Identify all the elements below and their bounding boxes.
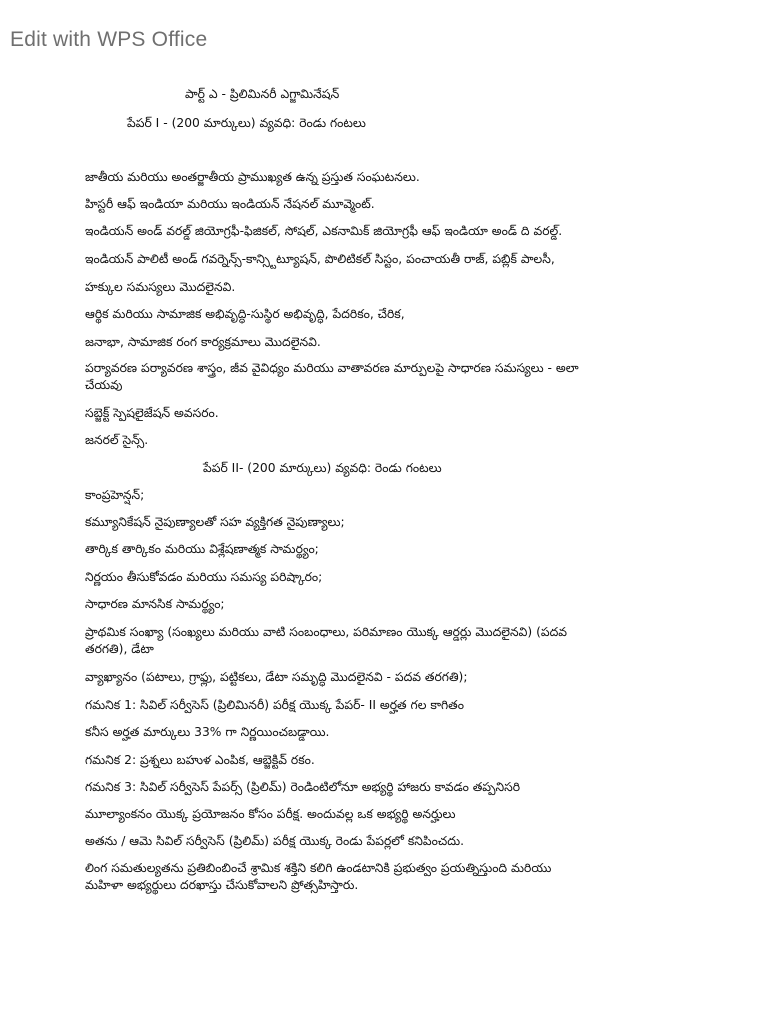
note-2: గమనిక 2: ప్రశ్నలు బహుళ ఎంపిక, ఆబ్జెక్టివ్ రకం. [85, 753, 315, 767]
paper-1-topic: ఇండియన్ పాలిటీ అండ్ గవర్నెన్స్-కాన్స్టిట్యూషన్, పొలిటికల్ సిస్టం, పంచాయతీ రాజ్, పబ్లిక్ పాలసీ, [85, 252, 555, 266]
paper-2-topic: కాంప్రహెన్షన్; [85, 488, 145, 502]
paper-2-topic: నిర్ణయం తీసుకోవడం మరియు సమస్య పరిష్కారం; [85, 570, 323, 584]
paper-2-topic: కమ్యూనికేషన్ నైపుణ్యాలతో సహ వ్యక్తిగత నైపుణ్యాలు; [85, 515, 345, 529]
paper-1-topic: జనరల్ సైన్స్. [85, 433, 149, 447]
paper-1-topic: హిస్టరీ ఆఫ్ ఇండియా మరియు ఇండియన్ నేషనల్ మూవ్మెంట్. [85, 197, 375, 211]
paper-1-heading: పేపర్ I - (200 మార్కులు) వ్యవధి: రెండు గంటలు [127, 116, 366, 130]
paper-1-topic: సబ్జెక్ట్ స్పెషలైజేషన్ అవసరం. [85, 406, 219, 420]
gender-balance-note: లింగ సమతుల్యతను ప్రతిబింబించే శ్రామిక శక్తిని కలిగి ఉండటానికి ప్రభుత్వం ప్రయత్నిస్తుంది మరియు మహిళా అభ్యర్థులు దరఖాస్తు చేసుకోవాలని ప్రోత్సహిస్తారు. [85, 861, 552, 892]
document-title: పార్ట్ ఎ - ప్రిలిమినరీ ఎగ్జామినేషన్ [185, 87, 340, 101]
paper-2-topic: వ్యాఖ్యానం (పటాలు, గ్రాఫ్లు, పట్టికలు, డేటా సమృద్ధి మొదలైనవి - పదవ తరగతి); [85, 670, 468, 684]
note-1-continued: కనీస అర్హత మార్కులు 33% గా నిర్ణయించబడ్డాయి. [85, 725, 330, 739]
paper-2-topic: తార్కిక తార్కికం మరియు విశ్లేషణాత్మక సామర్థ్యం; [85, 542, 319, 556]
paper-2-heading: పేపర్ II- (200 మార్కులు) వ్యవధి: రెండు గంటలు [203, 461, 442, 475]
note-3-continued: మూల్యాంకనం యొక్క ప్రయోజనం కోసం పరీక్ష. అందువల్ల ఒక అభ్యర్థి అనర్హులు [85, 807, 456, 821]
wps-watermark: Edit with WPS Office [10, 28, 208, 51]
paper-2-topic: సాధారణ మానసిక సామర్థ్యం; [85, 597, 225, 611]
paper-1-topic: ఇండియన్ అండ్ వరల్డ్ జియోగ్రఫీ-ఫిజికల్, సోషల్, ఎకనామిక్ జియోగ్రఫీ ఆఫ్ ఇండియా అండ్ ది వరల్డ్. [85, 224, 563, 238]
paper-1-topic: జాతీయ మరియు అంతర్జాతీయ ప్రాముఖ్యత ఉన్న ప్రస్తుత సంఘటనలు. [85, 170, 420, 184]
paper-1-topic: పర్యావరణ పర్యావరణ శాస్త్రం, జీవ వైవిధ్యం మరియు వాతావరణ మార్పులపై సాధారణ సమస్యలు - అలా చేయవు [85, 361, 579, 392]
note-3: గమనిక 3: సివిల్ సర్వీసెస్ పేపర్స్ (ప్రిలిమ్) రెండింటిలోనూ అభ్యర్థి హాజరు కావడం తప్పనిసరి [85, 780, 521, 794]
paper-1-topic: జనాభా, సామాజిక రంగ కార్యక్రమాలు మొదలైనవి. [85, 335, 321, 349]
note-3-continued: అతను / ఆమె సివిల్ సర్వీసెస్ (ప్రిలిమ్) పరీక్ష యొక్క రెండు పేపర్లలో కనిపించదు. [85, 834, 465, 848]
note-1: గమనిక 1: సివిల్ సర్వీసెస్ (ప్రిలిమినరీ) పరీక్ష యొక్క పేపర్- II అర్హత గల కాగితం [85, 698, 464, 712]
paper-1-topic: హక్కుల సమస్యలు మొదలైనవి. [85, 280, 236, 294]
paper-1-topic: ఆర్థిక మరియు సామాజిక అభివృద్ధి-సుస్థిర అభివృద్ధి, పేదరికం, చేరిక, [85, 307, 405, 321]
paper-2-topic: ప్రాథమిక సంఖ్యా (సంఖ్యలు మరియు వాటి సంబంధాలు, పరిమాణం యొక్క ఆర్డర్లు మొదలైనవి) (పదవ తరగతి), డేటా [85, 625, 568, 656]
